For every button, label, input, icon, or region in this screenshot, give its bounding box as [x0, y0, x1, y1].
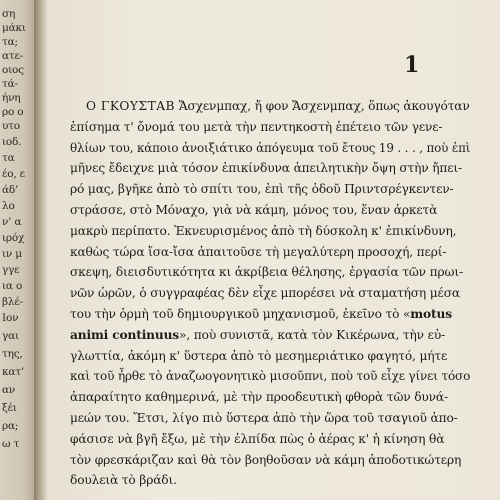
text-line [70, 182, 454, 196]
text-segment: καὶ τοῦ ἦρθε τὸ ἀναζωογονητικὸ μισοῦπνι, ποὺ τοῦ εἶχε γίνει τόσο [70, 369, 471, 384]
facing-page-fragment: ατε- [2, 50, 24, 62]
facing-page-fragment: τα [2, 152, 15, 164]
facing-page-fragment: ξέι [2, 402, 17, 414]
facing-page-fragment: μάκι [2, 22, 26, 34]
text-line [70, 473, 177, 487]
text-line [70, 432, 444, 446]
facing-page-fragment: ση [2, 8, 16, 20]
facing-page-fragment: οιος [2, 64, 24, 76]
text-segment: Ἄσχενμπαχ, ἤ φον Ἄσχενμπαχ, ὅπως ἀκουγόταν [174, 99, 470, 113]
text-line [70, 286, 460, 300]
bold-latin-phrase: animi continuus [70, 327, 180, 342]
text-line [70, 411, 458, 425]
text-line [70, 453, 461, 467]
text-line [70, 141, 470, 155]
facing-page-fragment: της, [2, 348, 23, 360]
facing-page-fragment: τά- [2, 78, 18, 90]
text-segment: ἀπαραίτητο καθημερινά, μὲ τὴν προοδευτικὴ φθορὰ τῶν δυνά- [70, 390, 448, 405]
facing-page-fragment: γγε [2, 264, 20, 276]
text-line [70, 349, 447, 363]
facing-page-fragment: γαι [2, 330, 19, 342]
text-segment: στράσσε, στὸ Μόναχο, γιὰ νὰ κάμη, μόνος του, ἕναν ἀρκετὰ [70, 203, 438, 217]
facing-page-fragment: ρο ο [2, 106, 24, 118]
facing-page-fragment: ιρόχ [2, 232, 25, 244]
text-segment: μεών του. Ἔτσι, λίγο πιὸ ὕστερα ἀπὸ τὴν ὥρα τοῦ τσαγιοῦ ἀπο- [70, 411, 458, 425]
facing-page-fragment: βλέ- [2, 296, 23, 308]
facing-page-edge [0, 0, 34, 500]
text-segment: καθὼς τώρα ἴσα-ἴσα ἀπαιτοῦσε τὴ μεγαλύτερη προσοχή, περί- [70, 244, 447, 259]
text-segment: ρό μας, βγῆκε ἀπὸ τὸ σπίτι του, ἐπὶ τῆς ὁδοῦ Πριντσρέγκεντεν- [70, 182, 454, 197]
text-segment: γλωττία, ἀκόμη κ' ὕστερα ἀπὸ τὸ μεσημεριάτικο φαγητό, μήτε [70, 348, 448, 363]
text-line [70, 307, 452, 321]
text-segment: μακρὺ περίπατο. Ἐκνευρισμένος ἀπὸ τὴ δύσκολη κ' ἐπικίνδυνη, [70, 223, 457, 238]
facing-page-fragment: κατ’ [2, 366, 24, 378]
text-segment: θλίων του, κάποιο ἀνοιξιάτικο ἀπόγευμα τοῦ ἔτους 19 . . . , ποὺ ἐπὶ [70, 140, 471, 155]
text-segment: μῆνες ἔδειχνε μιὰ τόσον ἐπικίνδυνα ἀπειλητικὴν ὄψη στὴν ἤπει- [70, 161, 462, 176]
text-line [70, 224, 456, 238]
text-line [70, 390, 448, 404]
facing-page-fragment: ια ο [2, 280, 23, 292]
text-line [70, 161, 462, 175]
facing-page-fragment: τα; [2, 36, 18, 48]
facing-page-fragment: αν [2, 384, 16, 396]
text-line [70, 369, 470, 383]
facing-page-fragment: υτο [2, 120, 20, 132]
text-segment: του τὴν ὁρμὴ τοῦ δημιουργικοῦ μηχανισμοῦ, ἐκεῖνο τὸ « [70, 307, 411, 321]
text-segment: », ποὺ συνιστᾶ, κατὰ τὸν Κικέρωνα, τὴν εὐ- [179, 327, 446, 342]
text-segment: ἐπίσημα τ' ὄνομά του μετὰ τὴν πεντηκοστὴ ἐπέτειο τῶν γενε- [70, 119, 443, 134]
facing-page-fragment: ιοδ. [2, 136, 22, 148]
opening-name: Ο ΓΚΟΥΣΤΑΒ [86, 99, 175, 113]
text-segment: σκεψη, διεισδυτικότητα κι ἀκρίβεια θέλησης, ἐργασία τῶν πρωι- [70, 265, 463, 280]
facing-page-fragment: ω τ [2, 438, 20, 450]
text-line [70, 245, 446, 259]
text-line [70, 265, 463, 279]
text-line [86, 99, 470, 113]
text-line [70, 328, 445, 342]
text-line [70, 120, 442, 134]
facing-page-fragment: ήνη [2, 92, 21, 104]
text-segment: τὸν φρεσκάριζαν καὶ θὰ τὸν βοηθοῦσαν νὰ κάμη ἀποδοτικώτερη [70, 452, 462, 467]
facing-page-fragment: έο, ε [2, 168, 25, 180]
text-line [70, 203, 437, 217]
text-segment: δουλειὰ τὸ βράδι. [70, 473, 177, 488]
chapter-number: 1 [404, 52, 420, 78]
facing-page-fragment: ν’ α [2, 216, 22, 228]
facing-page-fragment: Ιον [2, 312, 19, 324]
book-gutter [34, 0, 48, 500]
text-segment: φάσισε νὰ βγῆ ἔξω, μὲ τὴν ἐλπίδα πὼς ὁ ἀέρας κ' ἡ κίνηση θὰ [70, 431, 445, 446]
facing-page-fragment: ιν μ [2, 248, 22, 260]
facing-page-fragment: άδ’ [2, 184, 19, 196]
bold-latin-phrase: motus [410, 307, 452, 321]
facing-page-fragment: λο [2, 200, 15, 212]
facing-page-fragment: ρα; [2, 420, 19, 432]
text-segment: νῶν ὡρῶν, ὁ συγγραφέας δὲν εἶχε μπορέσει νὰ σταματήση μέσα [70, 286, 460, 301]
